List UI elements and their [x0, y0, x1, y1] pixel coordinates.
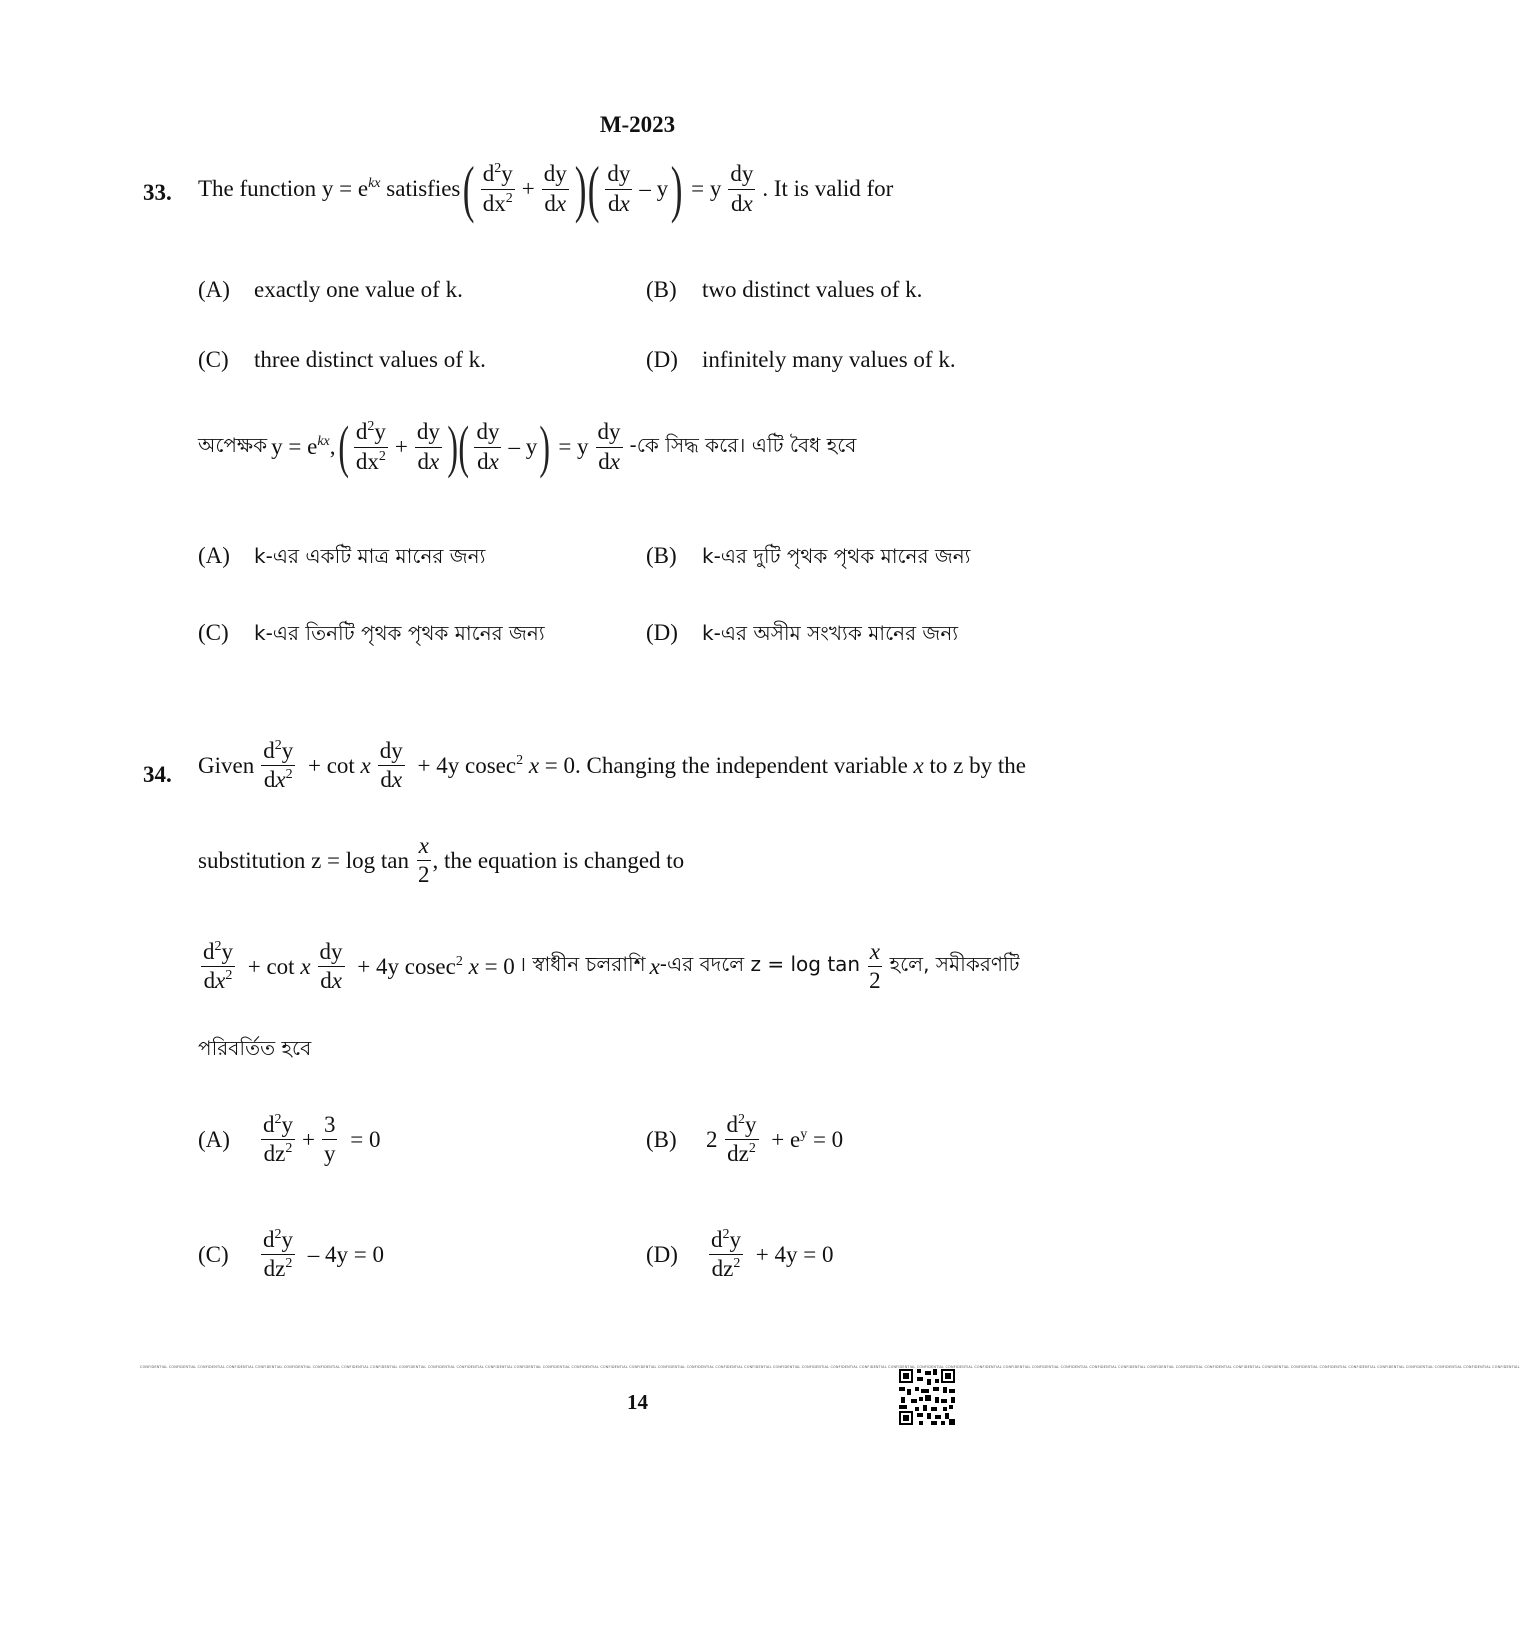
q33-option-d: (D) infinitely many values of k. — [646, 347, 956, 372]
q33-bn-option-c: (C) k-এর তিনটি পৃথক পৃথক মানের জন্য — [198, 620, 545, 645]
qr-code-icon — [899, 1369, 955, 1425]
q33-bn-option-d: (D) k-এর অসীম সংখ্যক মানের জন্য — [646, 620, 959, 645]
q34-option-b: (B) 2 $\frac{d^2y}{dz^2}$ + $e^y = 0$ — [646, 1112, 844, 1167]
page-number: 14 — [627, 1390, 648, 1414]
q33-option-b: (B) two distinct values of k. — [646, 277, 923, 302]
q34-stem-bn: $\frac{d^2y}{dx^2}$ + cot x $\frac{dy}{dx}$ + 4y cosec$^2$ x = 0 । স্বাধীন চলরাশি x -এর বদলে z = log tan $\frac{x}{2}$ হলে, সমীকরণটি — [203, 939, 1020, 994]
q33-bn-option-b: (B) k-এর দুটি পৃথক পৃথক মানের জন্য — [646, 543, 971, 568]
q33-equation-bn: ( $\frac{d^2y}{dx^2}$ + $\frac{dy}{dx}$ ) ( $\frac{dy}{dx}$ – y ) = y $\frac{dy}{dx}$ — [337, 414, 621, 479]
q34-option-a: (A) $\frac{d^2y}{dz^2}$ + $\frac{3}{y}$ = 0 — [198, 1112, 381, 1167]
q34-bn-line2: পরিবর্তিত হবে — [198, 1036, 312, 1060]
q33-option-c: (C) three distinct values of k. — [198, 347, 486, 372]
q34-stem-line1: Given $\frac{d^2y}{dx^2}$ + cot x $\frac{dy}{dx}$ + 4y cosec$^2$ x = 0. Changing the independent variable x to z by the — [198, 738, 1026, 793]
question-number-34: 34. — [143, 762, 172, 787]
q33-bn-stem-start: অপেক্ষক — [198, 432, 268, 457]
q34-option-d: (D) $\frac{d^2y}{dz^2}$ + 4y = 0 — [646, 1227, 834, 1282]
q33-stem-en — [198, 153, 894, 224]
q34-stem-line2: substitution z = log tan $\frac{x}{2}$ , the equation is changed to — [198, 833, 685, 888]
q33-option-a: (A) exactly one value of k. — [198, 277, 463, 302]
q33-stem-end: . It is valid for — [762, 176, 894, 201]
page-header-code: M-2023 — [599, 112, 676, 137]
q34-option-c: (C) $\frac{d^2y}{dz^2}$ – 4y = 0 — [198, 1227, 384, 1282]
q33-stem-start: The function $y = e^{kx}$ satisfies — [198, 176, 461, 201]
q33-bn-option-a: (A) k-এর একটি মাত্র মানের জন্য — [198, 543, 486, 568]
q33-exponent: kx — [368, 176, 381, 191]
q33-stem-bn: অপেক্ষক $y = e^{kx}$, ( $\frac{d^2y}{dx^2}$ + $\frac{dy}{dx}$ ) ( $\frac{dy}{dx}$ – y ) = y $\frac{dy}{dx}$ -কে সিদ্ধ করে। এটি বৈধ হবে — [198, 414, 857, 479]
q33-bn-stem-end: -কে সিদ্ধ করে। এটি বৈধ হবে — [629, 432, 857, 457]
question-number-33: 33. — [143, 180, 172, 205]
confidential-watermark-strip: CONFIDENTIAL CONFIDENTIAL CONFIDENTIAL CONFIDENTIAL CONFIDENTIAL CONFIDENTIAL CONFIDENTIAL CONFIDENTIAL CONFIDENTIAL CONFIDENTIAL CONFIDENTIAL CONFIDENTIAL CONFIDENTIAL CONFIDENTIAL CONFIDENTIAL CONFIDENTIAL CONFIDENTIAL CONFIDENTIAL CONFIDENTIAL CONFIDENTIAL CONFIDENTIAL CONFIDENTIAL CONFIDENTIAL CONFIDENTIAL CONFIDENTIAL CONFIDENTIAL CONFIDENTIAL CONFIDENTIAL CONFIDENTIAL CONFIDENTIAL CONFIDENTIAL CONFIDENTIAL CONFIDENTIAL CONFIDENTIAL CONFIDENTIAL CONFIDENTIAL CONFIDENTIAL CONFIDENTIAL CONFIDENTIAL CONFIDENTIAL CONFIDENTIAL CONFIDENTIAL CONFIDENTIAL CONFIDENTIAL CONFIDENTIAL CONFIDENTIAL CONFIDENTIAL CONFIDENTIAL — [140, 1365, 1520, 1369]
q33-equation-en: ( $\frac{d^2y}{dx^2}$ + $\frac{dy}{dx}$ ) ( $\frac{dy}{dx}$ – y ) = y $\frac{dy}{dx}$ — [463, 153, 754, 224]
